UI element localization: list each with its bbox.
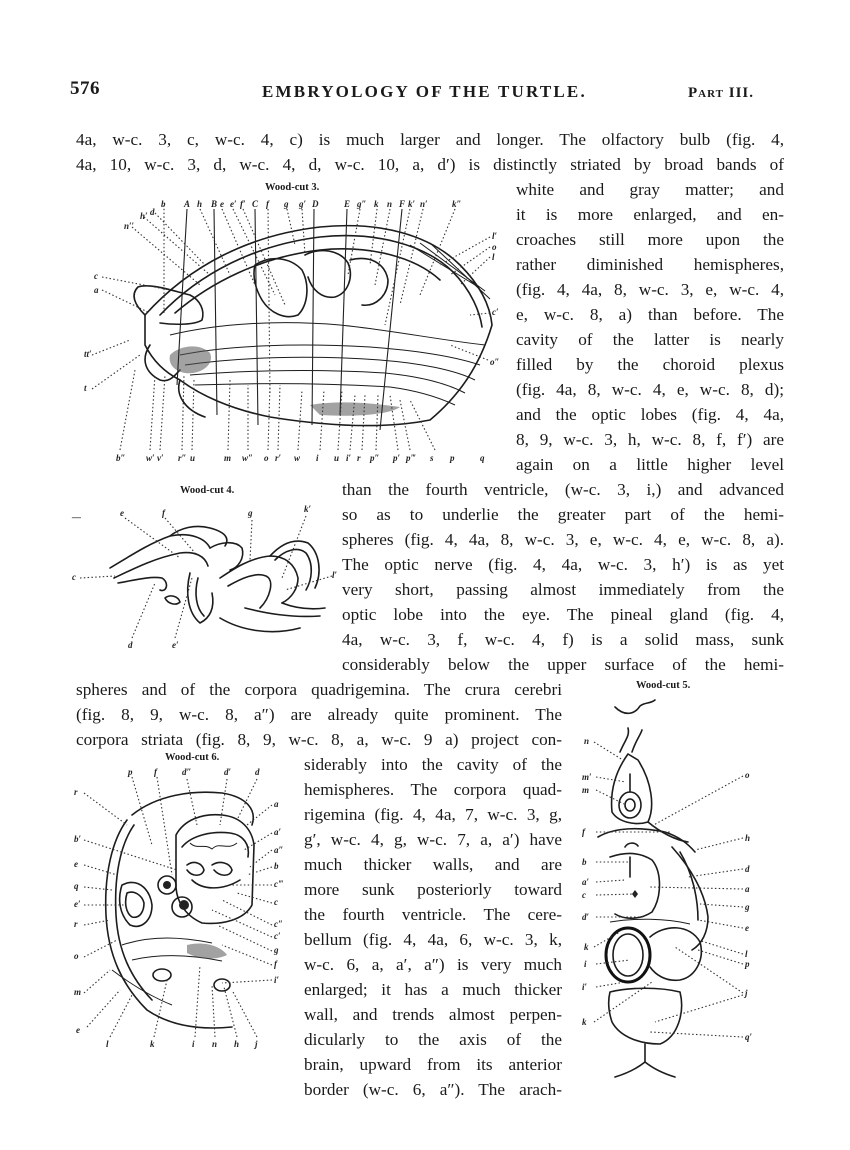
text-line: enlarged; it has a much thicker	[304, 980, 562, 999]
figure-label: —	[72, 512, 81, 522]
figure-label: c	[274, 897, 278, 907]
text-line: The optic nerve (fig. 4, 4a, w-c. 3, h′) is as yet	[342, 555, 784, 574]
figure-label: f	[266, 199, 269, 209]
text-line: again on a little higher level	[516, 455, 784, 474]
figure-label: o	[74, 951, 79, 961]
running-title: EMBRYOLOGY OF THE TURTLE.	[262, 82, 587, 101]
text-line: filled by the choroid plexus	[516, 355, 784, 374]
text-line: g′, w-c. 4, g, w-c. 7, a, a′) have	[304, 830, 562, 849]
figure-label: e′	[74, 899, 81, 909]
woodcut3-figure	[80, 195, 510, 470]
figure-label: q	[480, 453, 485, 463]
figure-label: f	[274, 959, 277, 969]
figure-label: p‴	[406, 453, 416, 463]
figure-label: i′	[346, 453, 352, 463]
page-number: 576	[70, 78, 100, 99]
figure-label: o	[745, 770, 750, 780]
figure-label: r	[74, 919, 78, 929]
text-line: corpora striata (fig. 8, 9, w-c. 8, a, w-c. 9 a) project con-	[76, 730, 562, 749]
figure-label: r	[74, 787, 78, 797]
figure-label: l	[492, 252, 495, 262]
figure-label: q	[74, 881, 79, 891]
figure-label: a′	[582, 877, 590, 887]
figure-label: u	[334, 453, 340, 463]
woodcut5-figure	[580, 692, 780, 1080]
figure-label: r	[357, 453, 361, 463]
figure-label: i	[192, 1039, 195, 1049]
figure-label: n	[387, 199, 393, 209]
figure-label: o″	[490, 357, 500, 367]
figure-label: g	[745, 902, 750, 912]
figure-label: g	[248, 508, 253, 518]
figure-label: a	[274, 799, 279, 809]
woodcut3-drawing	[80, 195, 510, 470]
woodcut3-labels	[84, 199, 500, 463]
figure-label: c	[94, 271, 98, 281]
figure-label: D	[312, 199, 319, 209]
text-line: the fourth ventricle. The cere-	[304, 905, 562, 924]
figure-label: a	[745, 884, 750, 894]
figure-label: B	[211, 199, 218, 209]
text-line: (fig. 8, 9, w-c. 8, a″) are already quite prominent. The	[76, 705, 562, 724]
figure-label: e	[74, 859, 78, 869]
woodcut4-figure	[70, 498, 338, 650]
figure-label: f	[162, 508, 165, 518]
figure-label: c	[72, 572, 76, 582]
text-line: bellum (fig. 4, 4a, 6, w-c. 3, k,	[304, 930, 562, 949]
figure-label: i	[316, 453, 319, 463]
figure-label: e	[220, 199, 224, 209]
figure-label: m	[224, 453, 232, 463]
figure-label: m′	[582, 772, 592, 782]
text-line: croaches still more upon the	[516, 230, 784, 249]
text-line: 8, 9, w-c. 3, h, w-c. 8, f, f′) are	[516, 430, 784, 449]
figure-label: c″	[274, 919, 283, 929]
text-line: border (w-c. 6, a″). The arach-	[304, 1080, 562, 1099]
text-line: very short, passing almost immediately from the	[342, 580, 784, 599]
text-line: spheres and of the corpora quadrigemina. The crura cerebri	[76, 680, 562, 699]
figure-label: e′	[230, 199, 237, 209]
figure-label: r′	[275, 453, 282, 463]
figure-label: p	[128, 767, 133, 777]
figure-label: s	[430, 453, 434, 463]
figure-label: n′′	[124, 221, 135, 231]
text-line: 4a, w-c. 3, f, w-c. 4, f) is a solid mass, sunk	[342, 630, 784, 649]
figure-label: k	[374, 199, 379, 209]
text-line: and the optic lobes (fig. 4, 4a,	[516, 405, 784, 424]
figure-label: g′	[299, 199, 307, 209]
figure-label: v′	[157, 453, 164, 463]
figure-label: n′	[420, 199, 428, 209]
figure-label: j	[745, 988, 748, 998]
figure-label: E	[344, 199, 351, 209]
figure-label: d	[128, 640, 133, 650]
text-line: w-c. 6, a, a′, a″) is very much	[304, 955, 562, 974]
figure-label: j	[255, 1039, 258, 1049]
figure-label: w″	[242, 453, 253, 463]
text-line: 4a, 10, w-c. 3, d, w-c. 4, d, w-c. 10, a, d′) is distinctly striated by broad bands of	[76, 155, 784, 174]
text-line: dicularly to the axis of the	[304, 1030, 562, 1049]
figure-label: i′	[582, 982, 588, 992]
text-line: hemispheres. The corpora quad-	[304, 780, 562, 799]
text-line: brain, upward from its anterior	[304, 1055, 562, 1074]
figure-label: b	[582, 857, 587, 867]
figure-label: a	[94, 285, 99, 295]
figure-label: w	[294, 453, 301, 463]
figure-label: l′	[332, 570, 338, 580]
figure-label: g	[274, 945, 279, 955]
figure-label: d′	[224, 767, 232, 777]
figure-label: t	[84, 383, 87, 393]
figure-label: a″	[274, 845, 284, 855]
figure-label: o	[264, 453, 269, 463]
figure-label: i′	[274, 975, 280, 985]
figure-label: k	[582, 1017, 587, 1027]
figure-label: c′	[274, 931, 281, 941]
figure-label: u	[190, 453, 196, 463]
figure-label: k	[584, 942, 589, 952]
figure-label: g	[284, 199, 289, 209]
figure-label: b′	[74, 834, 82, 844]
woodcut6-caption: Wood-cut 6.	[165, 752, 220, 763]
part-label: Part III.	[688, 85, 755, 101]
figure-label: a′	[274, 827, 282, 837]
woodcut3-caption: Wood-cut 3.	[265, 182, 320, 193]
text-line: e, w-c. 8, a) than before. The	[516, 305, 784, 324]
figure-label: e	[120, 508, 124, 518]
text-line: more sunk posteriorly toward	[304, 880, 562, 899]
figure-label: c	[582, 890, 586, 900]
text-line: (fig. 4, 4a, 8, w-c. 3, e, w-c. 4,	[516, 280, 784, 299]
text-line: rather diminished hemispheres,	[516, 255, 784, 274]
woodcut4-drawing	[70, 498, 338, 650]
figure-label: n	[584, 736, 590, 746]
figure-label: b	[274, 861, 279, 871]
figure-label: f′	[240, 199, 246, 209]
figure-label: h	[234, 1039, 240, 1049]
figure-label: b″	[116, 453, 126, 463]
text-line: cavity of the latter is nearly	[516, 330, 784, 349]
figure-label: h′	[140, 211, 148, 221]
figure-label: tt′	[84, 349, 92, 359]
figure-label: w′	[146, 453, 155, 463]
figure-label: d	[255, 767, 260, 777]
figure-label: m	[582, 785, 590, 795]
text-line: wall, and trends almost perpen-	[304, 1005, 562, 1024]
figure-label: A	[184, 199, 191, 209]
figure-label: b	[161, 199, 166, 209]
woodcut4-caption: Wood-cut 4.	[180, 485, 235, 496]
figure-label: e	[76, 1025, 80, 1035]
figure-label: c′	[492, 307, 499, 317]
figure-label: g″	[357, 199, 367, 209]
figure-label: C	[252, 199, 259, 209]
figure-label: i	[584, 959, 587, 969]
figure-label: p	[745, 959, 750, 969]
text-line: (fig. 4a, 8, w-c. 4, e, w-c. 8, d);	[516, 380, 784, 399]
woodcut5-caption: Wood-cut 5.	[636, 680, 691, 691]
figure-label: l′	[492, 231, 498, 241]
text-line: so as to underlie the greater part of the hemi-	[342, 505, 784, 524]
figure-label: k′	[304, 504, 312, 514]
text-line: white and gray matter; and	[516, 180, 784, 199]
figure-label: p	[450, 453, 455, 463]
figure-label: k′	[408, 199, 416, 209]
figure-label: h	[197, 199, 203, 209]
figure-label: d	[745, 864, 750, 874]
woodcut6-figure	[72, 765, 297, 1055]
figure-label: f	[582, 827, 585, 837]
figure-label: c‴	[274, 879, 283, 889]
text-line: optic lobe into the eye. The pineal gland (fig. 4,	[342, 605, 784, 624]
figure-label: d′	[582, 912, 590, 922]
figure-label: d″	[182, 767, 192, 777]
text-line: 4a, w-c. 3, c, w-c. 4, c) is much larger and longer. The olfactory bulb (fig. 4,	[76, 130, 784, 149]
text-line: spheres (fig. 4, 4a, 8, w-c. 3, e, w-c. 4, e, w-c. 8, a).	[342, 530, 784, 549]
figure-label: r″	[178, 453, 187, 463]
text-line: siderably into the cavity of the	[304, 755, 562, 774]
figure-label: e	[745, 923, 749, 933]
figure-label: k	[150, 1039, 155, 1049]
figure-label: F	[399, 199, 406, 209]
figure-label: f	[154, 767, 157, 777]
figure-label: e′	[172, 640, 179, 650]
woodcut3-leaders	[92, 205, 490, 430]
figure-label: n	[212, 1039, 218, 1049]
woodcut6-drawing	[72, 765, 297, 1055]
figure-label: h	[745, 833, 751, 843]
figure-label: l	[745, 949, 748, 959]
figure-label: p″	[370, 453, 380, 463]
figure-label: l	[106, 1039, 109, 1049]
figure-label: m	[74, 987, 82, 997]
text-line: much thicker walls, and are	[304, 855, 562, 874]
figure-label: d	[150, 207, 155, 217]
text-line: than the fourth ventricle, (w-c. 3, i,) and advanced	[342, 480, 784, 499]
text-line: rigemina (fig. 4, 4a, 7, w-c. 3, g,	[304, 805, 562, 824]
figure-label: k″	[452, 199, 462, 209]
text-line: it is more enlarged, and en-	[516, 205, 784, 224]
figure-label: p′	[393, 453, 401, 463]
woodcut5-drawing	[580, 692, 780, 1080]
text-line: considerably below the upper surface of the hemi-	[342, 655, 784, 674]
figure-label: o	[492, 242, 497, 252]
figure-label: q′	[745, 1032, 753, 1042]
